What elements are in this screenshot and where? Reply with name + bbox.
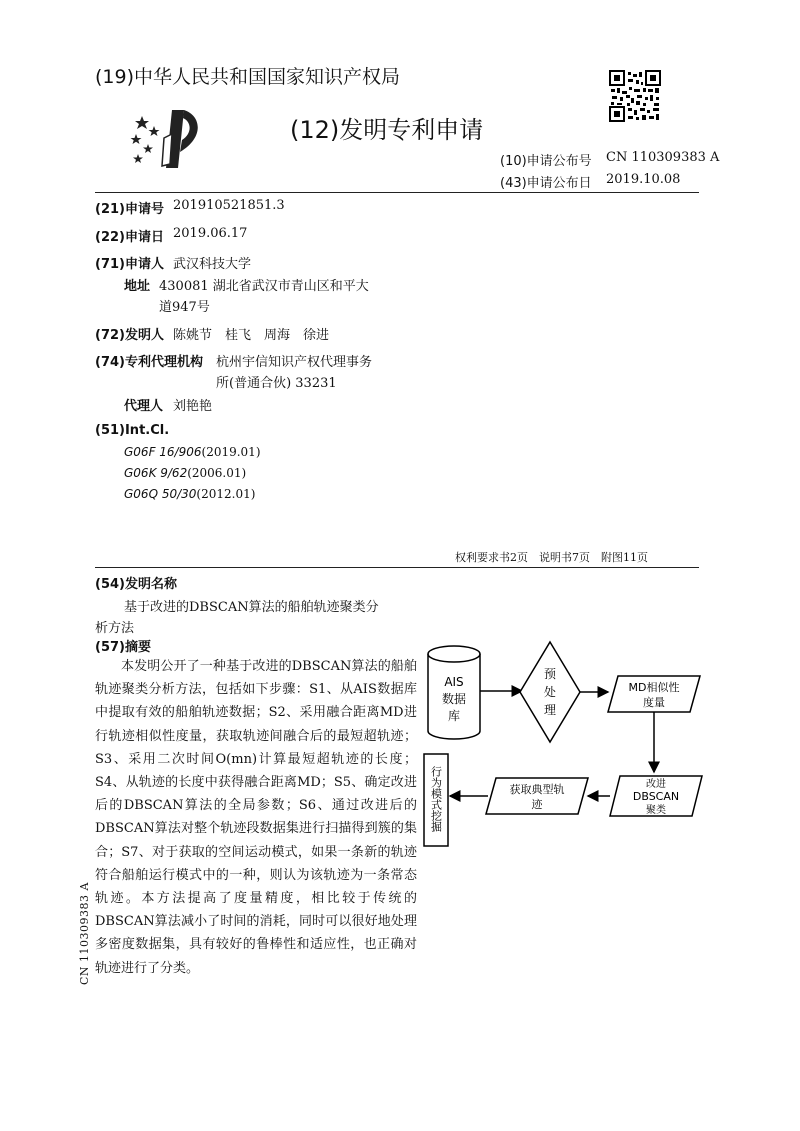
agency-line-2: 所(普通合伙) 33231 (216, 376, 337, 391)
agent: 刘艳艳 (173, 399, 213, 414)
md-similarity-label-1: MD相似性 (628, 681, 680, 694)
applicant: 武汉科技大学 (173, 257, 252, 272)
md-similarity-label-2: 度量 (643, 696, 665, 709)
publication-date-label: (43)申请公布日 (500, 176, 592, 191)
filing-date-label: (22)申请日 (95, 230, 164, 245)
dbscan-label-3: 聚类 (646, 805, 666, 816)
agency-label: (74)专利代理机构 (95, 355, 203, 370)
invention-title-line-2: 析方法 (95, 621, 135, 636)
office-title: (19)中华人民共和国国家知识产权局 (95, 66, 401, 88)
publication-date: 2019.10.08 (606, 172, 681, 187)
int-cl-label: (51)Int.Cl. (95, 423, 170, 438)
agency-line-1: 杭州宇信知识产权代理事务 (216, 355, 373, 370)
qr-code (609, 70, 661, 122)
int-cl-entry (124, 445, 261, 459)
header-divider (95, 192, 699, 193)
agent-label: 代理人 (124, 399, 164, 414)
preprocess-node (520, 642, 580, 742)
publication-number: CN 110309383 A (606, 150, 720, 165)
database-label-3: 库 (447, 709, 461, 723)
filing-date: 2019.06.17 (173, 226, 248, 241)
info-divider (95, 567, 699, 568)
typical-trajectory-node (486, 778, 588, 814)
behavior-mining-label: 行为模式挖掘 (429, 766, 443, 832)
dbscan-label-2: DBSCAN (632, 790, 680, 803)
int-cl-entry (124, 466, 246, 480)
publication-number-label: (10)申请公布号 (500, 154, 592, 169)
application-number-label: (21)申请号 (95, 202, 164, 217)
database-label-2: 数据 (441, 692, 467, 706)
invention-title-line-1: 基于改进的DBSCAN算法的船舶轨迹聚类分 (124, 600, 379, 615)
int-cl-year: (2019.01) (201, 445, 261, 459)
int-cl-entry (124, 487, 255, 501)
int-cl-year: (2012.01) (196, 487, 256, 501)
applicant-label: (71)申请人 (95, 257, 164, 272)
dbscan-node (610, 776, 702, 816)
abstract-paragraph: 本发明公开了一种基于改进的DBSCAN算法的船舶轨迹聚类分析方法，包括如下步骤：S1、从AIS数据库中提取有效的船舶轨迹数据；S2、采用融合距离MD进行轨迹相似性度量，获取轨迹间融合后的最短超轨迹；S3、采用二次时间O(mn)计算最短超轨迹的长度；S4、从轨迹的长度中获得融合距离MD；S5、确定改进后的DBSCAN算法的全局参数；S6、通过改进后的DBSCAN算法对整个轨迹段数据集进行扫描得到簇的集合；S7、对于获取的空间运动模式，如果一条新的轨迹符合船舶运行模式中的一种，则认为该轨迹为一条常态轨迹。本方法提高了度量精度，相比较于传统的DBSCAN算法减小了时间的消耗，同时可以很好地处理多密度数据集，具有较好的鲁棒性和适应性，也正确对轨迹进行了分类。 (95, 659, 417, 976)
address-label: 地址 (124, 279, 151, 294)
int-cl-code: G06F 16/906 (124, 445, 202, 459)
database-label-1: AIS (444, 675, 464, 689)
md-similarity-node (608, 676, 700, 712)
typical-trajectory-label-1: 获取典型轨 (509, 783, 565, 796)
invention-title-label: (54)发明名称 (95, 577, 177, 592)
cnipa-logo (128, 108, 208, 170)
side-publication-number: CN 110309383 A (78, 882, 91, 985)
abstract-figure (418, 636, 718, 856)
inventors: 陈姚节 桂飞 周海 徐进 (173, 328, 330, 343)
application-number: 201910521851.3 (173, 198, 285, 213)
preprocess-label-2: 处 (543, 685, 557, 699)
int-cl-code: G06K 9/62 (124, 466, 188, 480)
abstract-label: (57)摘要 (95, 640, 151, 655)
typical-trajectory-label-2: 迹 (531, 798, 543, 811)
document-type-title: (12)发明专利申请 (290, 116, 484, 144)
abstract-text (95, 655, 417, 980)
int-cl-year: (2006.01) (187, 466, 247, 480)
int-cl-code: G06Q 50/30 (124, 487, 197, 501)
page-count-info: 权利要求书2页 说明书7页 附图11页 (455, 551, 648, 564)
preprocess-label-1: 预 (543, 667, 557, 681)
database-node (428, 646, 480, 739)
dbscan-label-1: 改进 (646, 779, 666, 790)
address-line-2: 道947号 (159, 300, 210, 315)
address-line-1: 430081 湖北省武汉市青山区和平大 (159, 279, 369, 294)
preprocess-label-3: 理 (543, 703, 557, 717)
behavior-mining-node (424, 754, 448, 846)
inventors-label: (72)发明人 (95, 328, 164, 343)
